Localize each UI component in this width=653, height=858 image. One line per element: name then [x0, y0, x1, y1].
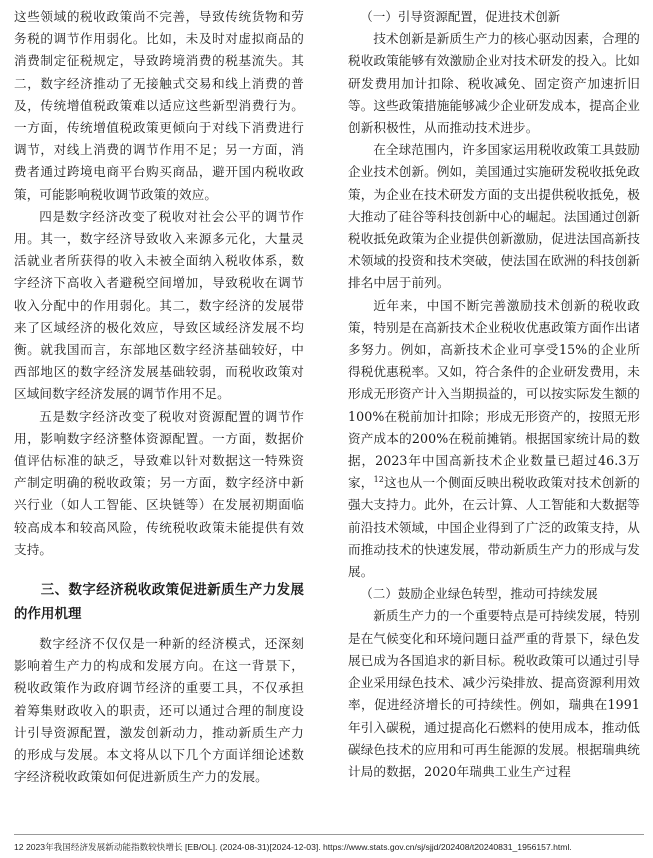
paragraph-text: 近年来，中国不断完善激励技术创新的税收政策，特别是在高新技术企业税收优惠政策方面作出诸多努力。例如，高新技术企业可享受15%的企业所得税优惠税率。又如，符合条件的企业研发费用，未形成无形资产计入当期损益的，可以按实际发生额的100%在税前加计扣除；形成无形资产的，按照无形资产成本的200%在税前摊销。根据国家统计局的数据，2023年中国高新技术企业数量已超过46.3万家， [348, 297, 640, 491]
right-column [348, 6, 640, 783]
left-column [14, 6, 304, 789]
paragraph [348, 295, 640, 584]
paragraph: 数字经济不仅仅是一种新的经济模式，还深刻影响着生产力的构成和发展方向。在这一背景下，税收政策作为政府调节经济的重要工具，不仅承担着筹集财政收入的职责，还可以通过合理的制度设计引导资源配置，激发创新动力，推动新质生产力的形成与发展。本文将从以下几个方面详细论述数字经济税收政策如何促进新质生产力的发展。 [14, 636, 304, 785]
paragraph: 技术创新是新质生产力的核心驱动因素，合理的税收政策能够有效激励企业对技术研发的投入。比如研发费用加计扣除、税收减免、固定资产加速折旧等。这些政策措施能够减少企业研发成本，提高企业创新积极性，从而推动技术进步。 [348, 31, 640, 136]
paragraph: 在全球范围内，许多国家运用税收政策工具鼓励企业技术创新。例如，美国通过实施研发税收抵免政策，为企业在技术研发方面的支出提供税收抵免，极大推动了硅谷等科技创新中心的崛起。法国通过创新税收抵免政策为企业提供创新激励，促进法国高新技术领域的投资和技术突破，使法国在欧洲的科技创新排名中居于前列。 [348, 142, 640, 291]
subsection-heading: （一）引导资源配置，促进技术创新 [360, 9, 561, 24]
footnote-ref[interactable]: 12 [373, 475, 384, 485]
footnote: 12 2023年我国经济发展新动能指数较快增长 [EB/OL]. (2024-08-31)[2024-12-03]. https://www.stats.gov.cn/sj/sjjd/202408/t20240831_1956157.html. [14, 834, 644, 853]
paragraph: 四是数字经济改变了税收对社会公平的调节作用。其一，数字经济导致收入来源多元化，大量灵活就业者所获得的收入未被全面纳入税收体系，数字经济下高收入者避税空间增加，导致税收在调节收入分配中的作用弱化。其二，数字经济的发展带来了区域经济的极化效应，导致区域经济发展不均衡。就我国而言，东部地区数字经济基础较好，中西部地区的数字经济发展基础较弱，而税收政策对区域间数字经济发展的调节作用不足。 [14, 208, 304, 402]
section-heading: 三、数字经济税收政策促进新质生产力发展的作用机理 [14, 583, 304, 623]
paragraph: 新质生产力的一个重要特点是可持续发展，特别是在气候变化和环境问题日益严重的背景下，绿色发展已成为各国追求的新目标。税收政策可以通过引导企业采用绿色技术、减少污染排放、提高资源利用效率，促进经济增长的可持续性。例如，瑞典在1991年引入碳税，通过提高化石燃料的使用成本，推动低碳绿色技术的应用和可再生能源的发展。根据瑞典统计局的数据，2020年瑞典工业生产过程 [348, 608, 640, 779]
paragraph: 这些领域的税收政策尚不完善，导致传统货物和劳务税的调节作用弱化。比如，未及时对虚拟商品的消费制定征税规定，导致跨境消费的税基流失。其二，数字经济推动了无接触式交易和线上消费的普及，传统增值税政策难以适应这些新型消费行为。一方面，传统增值税政策更倾向于对线下消费进行调节，对线上消费的调节作用不足；另一方面，消费者通过跨境电商平台购买商品，避开国内税收政策，可能影响税收调节政策的效应。 [14, 9, 304, 202]
subsection-heading: （二）鼓励企业绿色转型，推动可持续发展 [360, 586, 598, 602]
paragraph: 五是数字经济改变了税收对资源配置的调节作用，影响数字经济整体资源配置。一方面，数据价值评估标准的缺乏，导致难以针对数据这一特殊资产制定明确的税收政策；另一方面，数字经济中新兴行业（如人工智能、区块链等）在发展初期面临较高成本和较高风险，传统税收政策未能提供有效支持。 [14, 408, 304, 557]
paragraph-text: 这也从一个侧面反映出税收政策对技术创新的强大支持力。此外，在云计算、人工智能和大数据等前沿技术领域，中国企业得到了广泛的政策支持，从而推动技术的快速发展，带动新质生产力的形成与发展。 [348, 475, 641, 580]
